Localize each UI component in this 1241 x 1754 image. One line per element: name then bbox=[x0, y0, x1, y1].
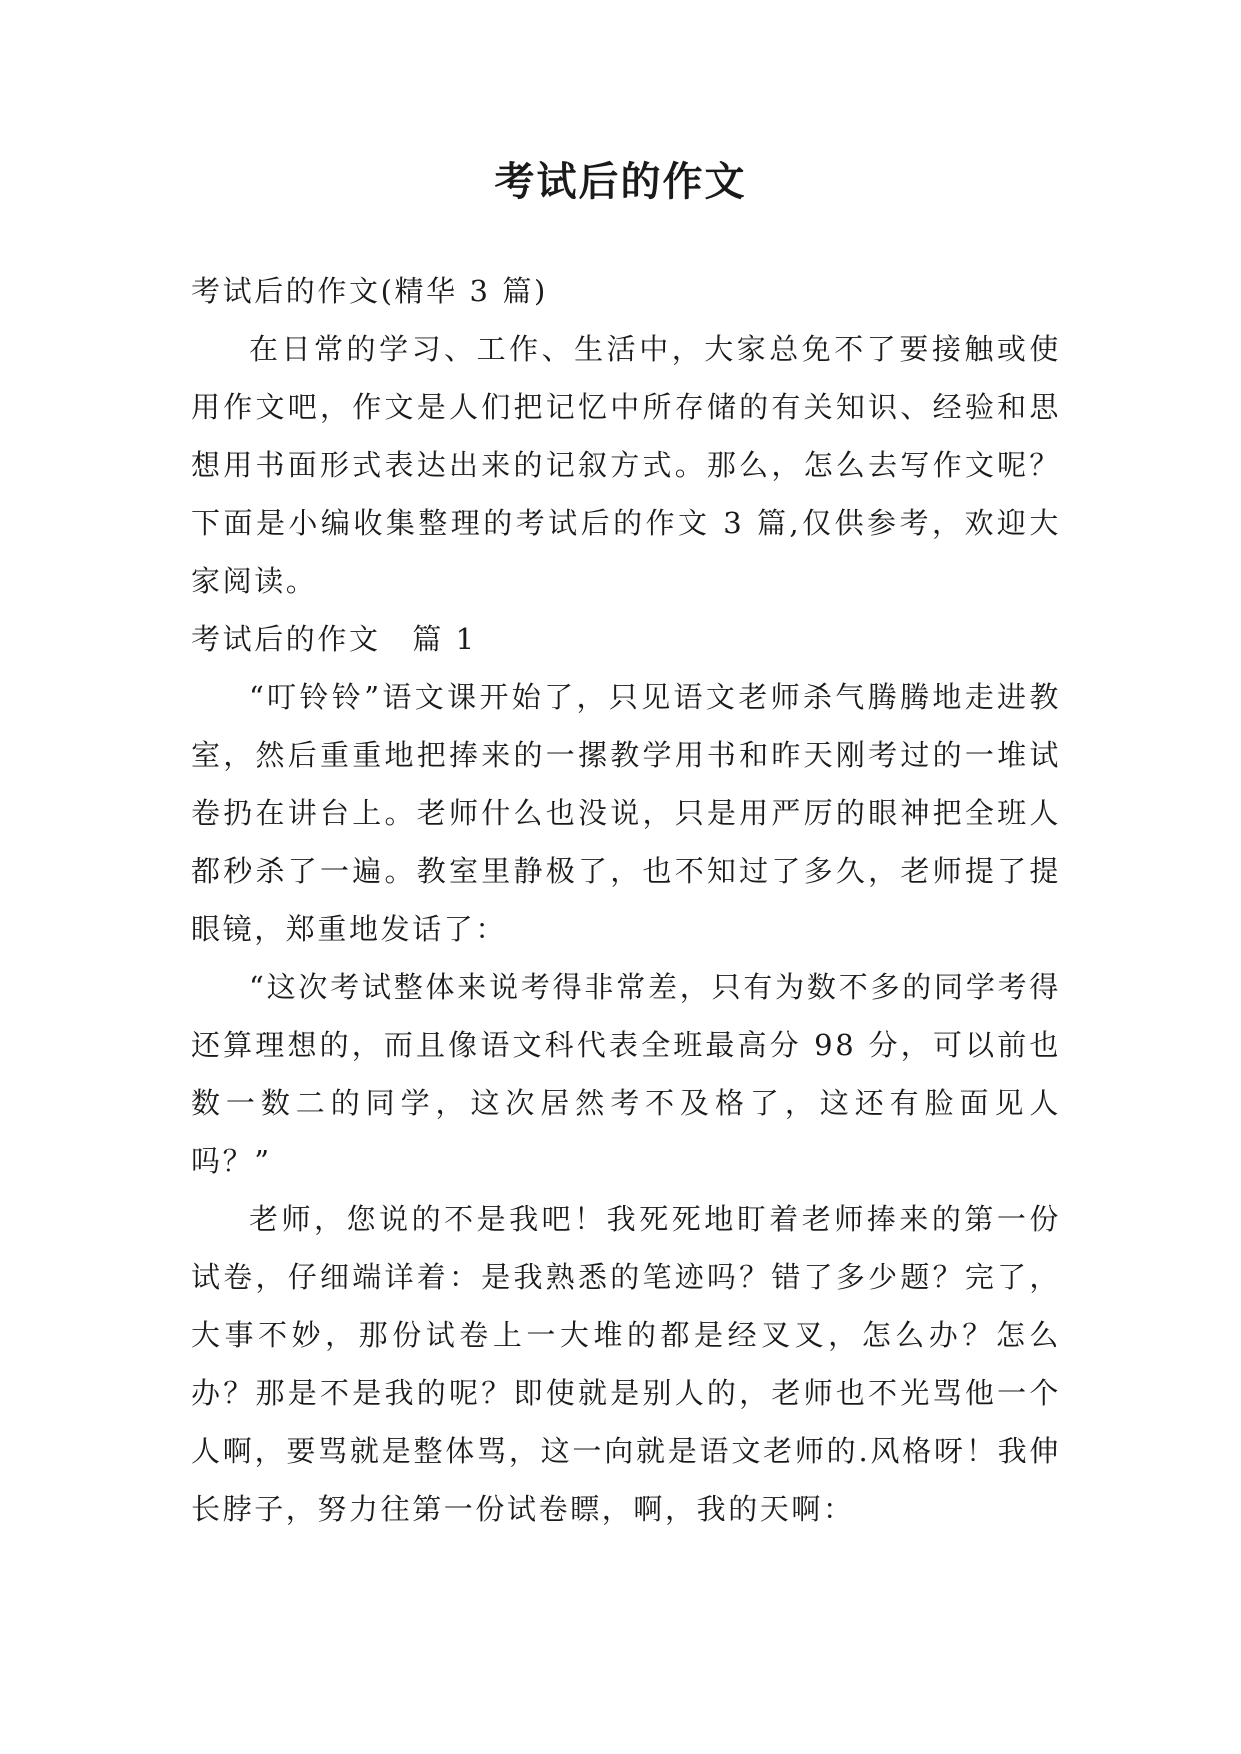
body-paragraph: 老师，您说的不是我吧！我死死地盯着老师捧来的第一份试卷，仔细端详着：是我熟悉的笔迹吗？错了多少题？完了，大事不妙，那份试卷上一大堆的都是经叉叉，怎么办？怎么办？那是不是我的呢？即使就是别人的，老师也不光骂他一个人啊，要骂就是整体骂，这一向就是语文老师的.风格呀！我伸长脖子，努力往第一份试卷瞟，啊，我的天啊： bbox=[191, 1202, 1061, 1526]
section-heading: 考试后的作文 篇 1 bbox=[191, 622, 477, 656]
document-body bbox=[191, 262, 1061, 1538]
body-paragraph: “叮铃铃”语文课开始了，只见语文老师杀气腾腾地走进教室，然后重重地把捧来的一摞教学用书和昨天刚考过的一堆试卷扔在讲台上。老师什么也没说，只是用严厉的眼神把全班人都秒杀了一遍。教室里静极了，也不知过了多久，老师提了提眼镜，郑重地发话了： bbox=[191, 680, 1061, 946]
body-paragraph: “这次考试整体来说考得非常差，只有为数不多的同学考得还算理想的，而且像语文科代表全班最高分 98 分，可以前也数一数二的同学，这次居然考不及格了，这还有脸面见人吗？” bbox=[191, 970, 1061, 1178]
document-subtitle: 考试后的作文(精华 3 篇) bbox=[191, 274, 548, 308]
document-title: 考试后的作文 bbox=[494, 158, 747, 205]
intro-paragraph: 在日常的学习、工作、生活中，大家总免不了要接触或使用作文吧，作文是人们把记忆中所存储的有关知识、经验和思想用书面形式表达出来的记叙方式。那么，怎么去写作文呢？下面是小编收集整理的考试后的作文 3 篇,仅供参考，欢迎大家阅读。 bbox=[191, 332, 1061, 598]
